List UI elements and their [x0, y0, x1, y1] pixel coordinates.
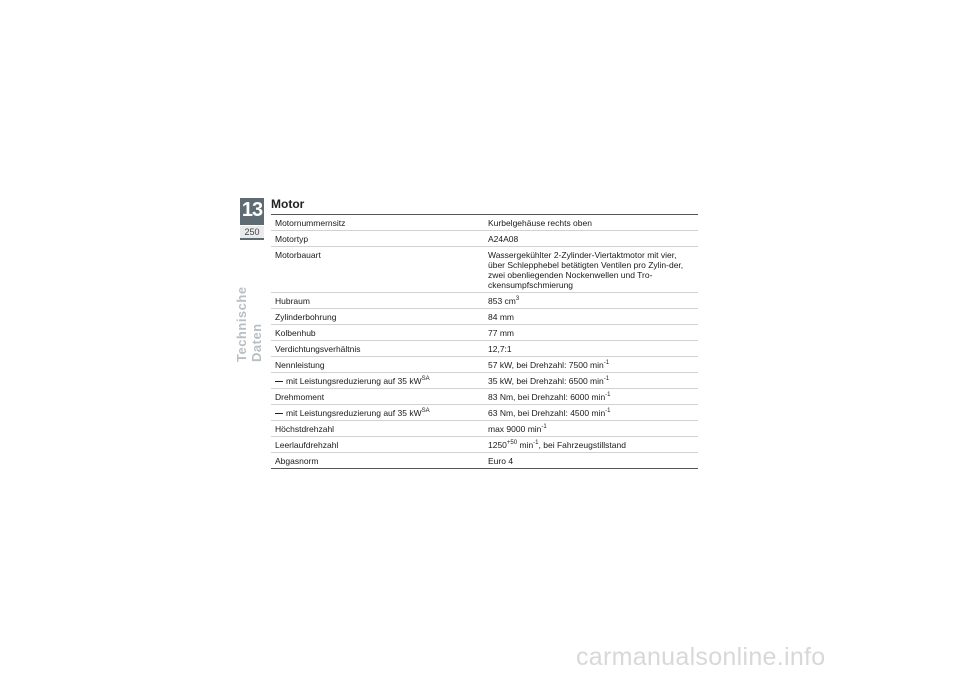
spec-label: Motortyp [275, 234, 309, 244]
spec-value: 83 Nm, bei Drehzahl: 6000 min [488, 392, 606, 402]
chapter-number: 13 [241, 199, 263, 221]
spec-value-cell [484, 373, 698, 389]
table-row [271, 231, 698, 247]
spec-label: Leerlaufdrehzahl [275, 440, 339, 450]
watermark: carmanualsonline.info [576, 643, 826, 671]
spec-value: 35 kW, bei Drehzahl: 6500 min [488, 376, 604, 386]
spec-label-superscript: SA [421, 376, 430, 383]
spec-value: A24A08 [488, 234, 519, 244]
table-row [271, 373, 698, 389]
spec-value: Kurbelgehäuse rechts oben [488, 218, 592, 228]
spec-label-cell [271, 341, 484, 357]
page-number: 250 [240, 225, 264, 238]
table-row [271, 389, 698, 405]
spec-label-cell [271, 309, 484, 325]
spec-value: 853 cm [488, 296, 516, 306]
spec-value-unit: min [517, 440, 534, 450]
spec-label: Drehmoment [275, 392, 325, 402]
spec-value-cell [484, 453, 698, 469]
spec-value-cell [484, 421, 698, 437]
spec-label-cell [271, 325, 484, 341]
spec-label-cell [271, 421, 484, 437]
spec-label-cell [271, 357, 484, 373]
spec-label: Hubraum [275, 296, 310, 306]
spec-value: Wassergekühlter 2-Zylinder-Viertaktmotor mit vier, über Schlepphebel betätigten Ventilen pro Zylin-der, zwei obenliegenden Nockenwellen und Tro-ckensumpfschmierung [488, 250, 684, 290]
spec-value-cell [484, 405, 698, 421]
table-row [271, 325, 698, 341]
spec-value-superscript: -1 [533, 440, 539, 447]
spec-label: Höchstdrehzahl [275, 424, 335, 434]
spec-value-cell [484, 231, 698, 247]
spec-value: 84 mm [488, 312, 514, 322]
spec-label: Abgasnorm [275, 456, 319, 466]
spec-label: Verdichtungsverhältnis [275, 344, 361, 354]
spec-value-cell [484, 325, 698, 341]
spec-value: 12,7:1 [488, 344, 512, 354]
spec-label-cell [271, 437, 484, 453]
spec-value-superscript: -1 [603, 360, 610, 367]
spec-label: Nennleistung [275, 360, 325, 370]
spec-value: 1250 [488, 440, 507, 450]
spec-value-superscript: 3 [515, 296, 520, 303]
spec-label: mit Leistungsreduzierung auf 35 kW [286, 376, 422, 386]
table-row [271, 453, 698, 469]
spec-table [271, 214, 698, 469]
dash-marker [275, 381, 283, 382]
spec-label-cell [271, 373, 484, 389]
spec-value-cell [484, 215, 698, 231]
spec-label-cell [271, 389, 484, 405]
spec-label-cell [271, 293, 484, 309]
spec-value-superscript: -1 [541, 424, 547, 431]
table-row [271, 309, 698, 325]
chapter-side-label: Technische Daten [234, 286, 264, 362]
spec-value-cell [484, 293, 698, 309]
spec-label: Motornummernsitz [275, 218, 346, 228]
spec-label-cell [271, 215, 484, 231]
spec-label-cell [271, 453, 484, 469]
spec-label: Kolbenhub [275, 328, 316, 338]
table-row [271, 421, 698, 437]
table-row [271, 341, 698, 357]
spec-value: Euro 4 [488, 456, 514, 466]
table-row [271, 293, 698, 309]
spec-label-superscript: SA [421, 408, 430, 415]
table-row [271, 437, 698, 453]
dash-marker [275, 413, 283, 414]
spec-value-suffix: , bei Fahrzeugstillstand [538, 440, 626, 450]
spec-value-superscript: -1 [603, 376, 610, 383]
chapter-tab [240, 198, 264, 240]
spec-value-superscript: +50 [506, 440, 518, 447]
spec-label-cell [271, 247, 484, 293]
spec-value-cell [484, 309, 698, 325]
spec-value: 77 mm [488, 328, 514, 338]
spec-value-superscript: -1 [605, 392, 611, 399]
table-row [271, 357, 698, 373]
spec-value: 63 Nm, bei Drehzahl: 4500 min [488, 408, 606, 418]
table-row [271, 405, 698, 421]
spec-label: mit Leistungsreduzierung auf 35 kW [286, 408, 422, 418]
spec-value: 57 kW, bei Drehzahl: 7500 min [488, 360, 604, 370]
spec-value: max 9000 min [488, 424, 542, 434]
spec-label: Zylinderbohrung [275, 312, 337, 322]
table-row [271, 247, 698, 293]
spec-label-cell [271, 231, 484, 247]
spec-value-cell [484, 247, 698, 293]
spec-value-cell [484, 437, 698, 453]
spec-value-superscript: -1 [605, 408, 611, 415]
spec-value-cell [484, 389, 698, 405]
spec-value-cell [484, 341, 698, 357]
spec-label: Motorbauart [275, 250, 321, 260]
table-row [271, 215, 698, 231]
section-title: Motor [271, 197, 305, 211]
spec-label-cell [271, 405, 484, 421]
spec-value-cell [484, 357, 698, 373]
